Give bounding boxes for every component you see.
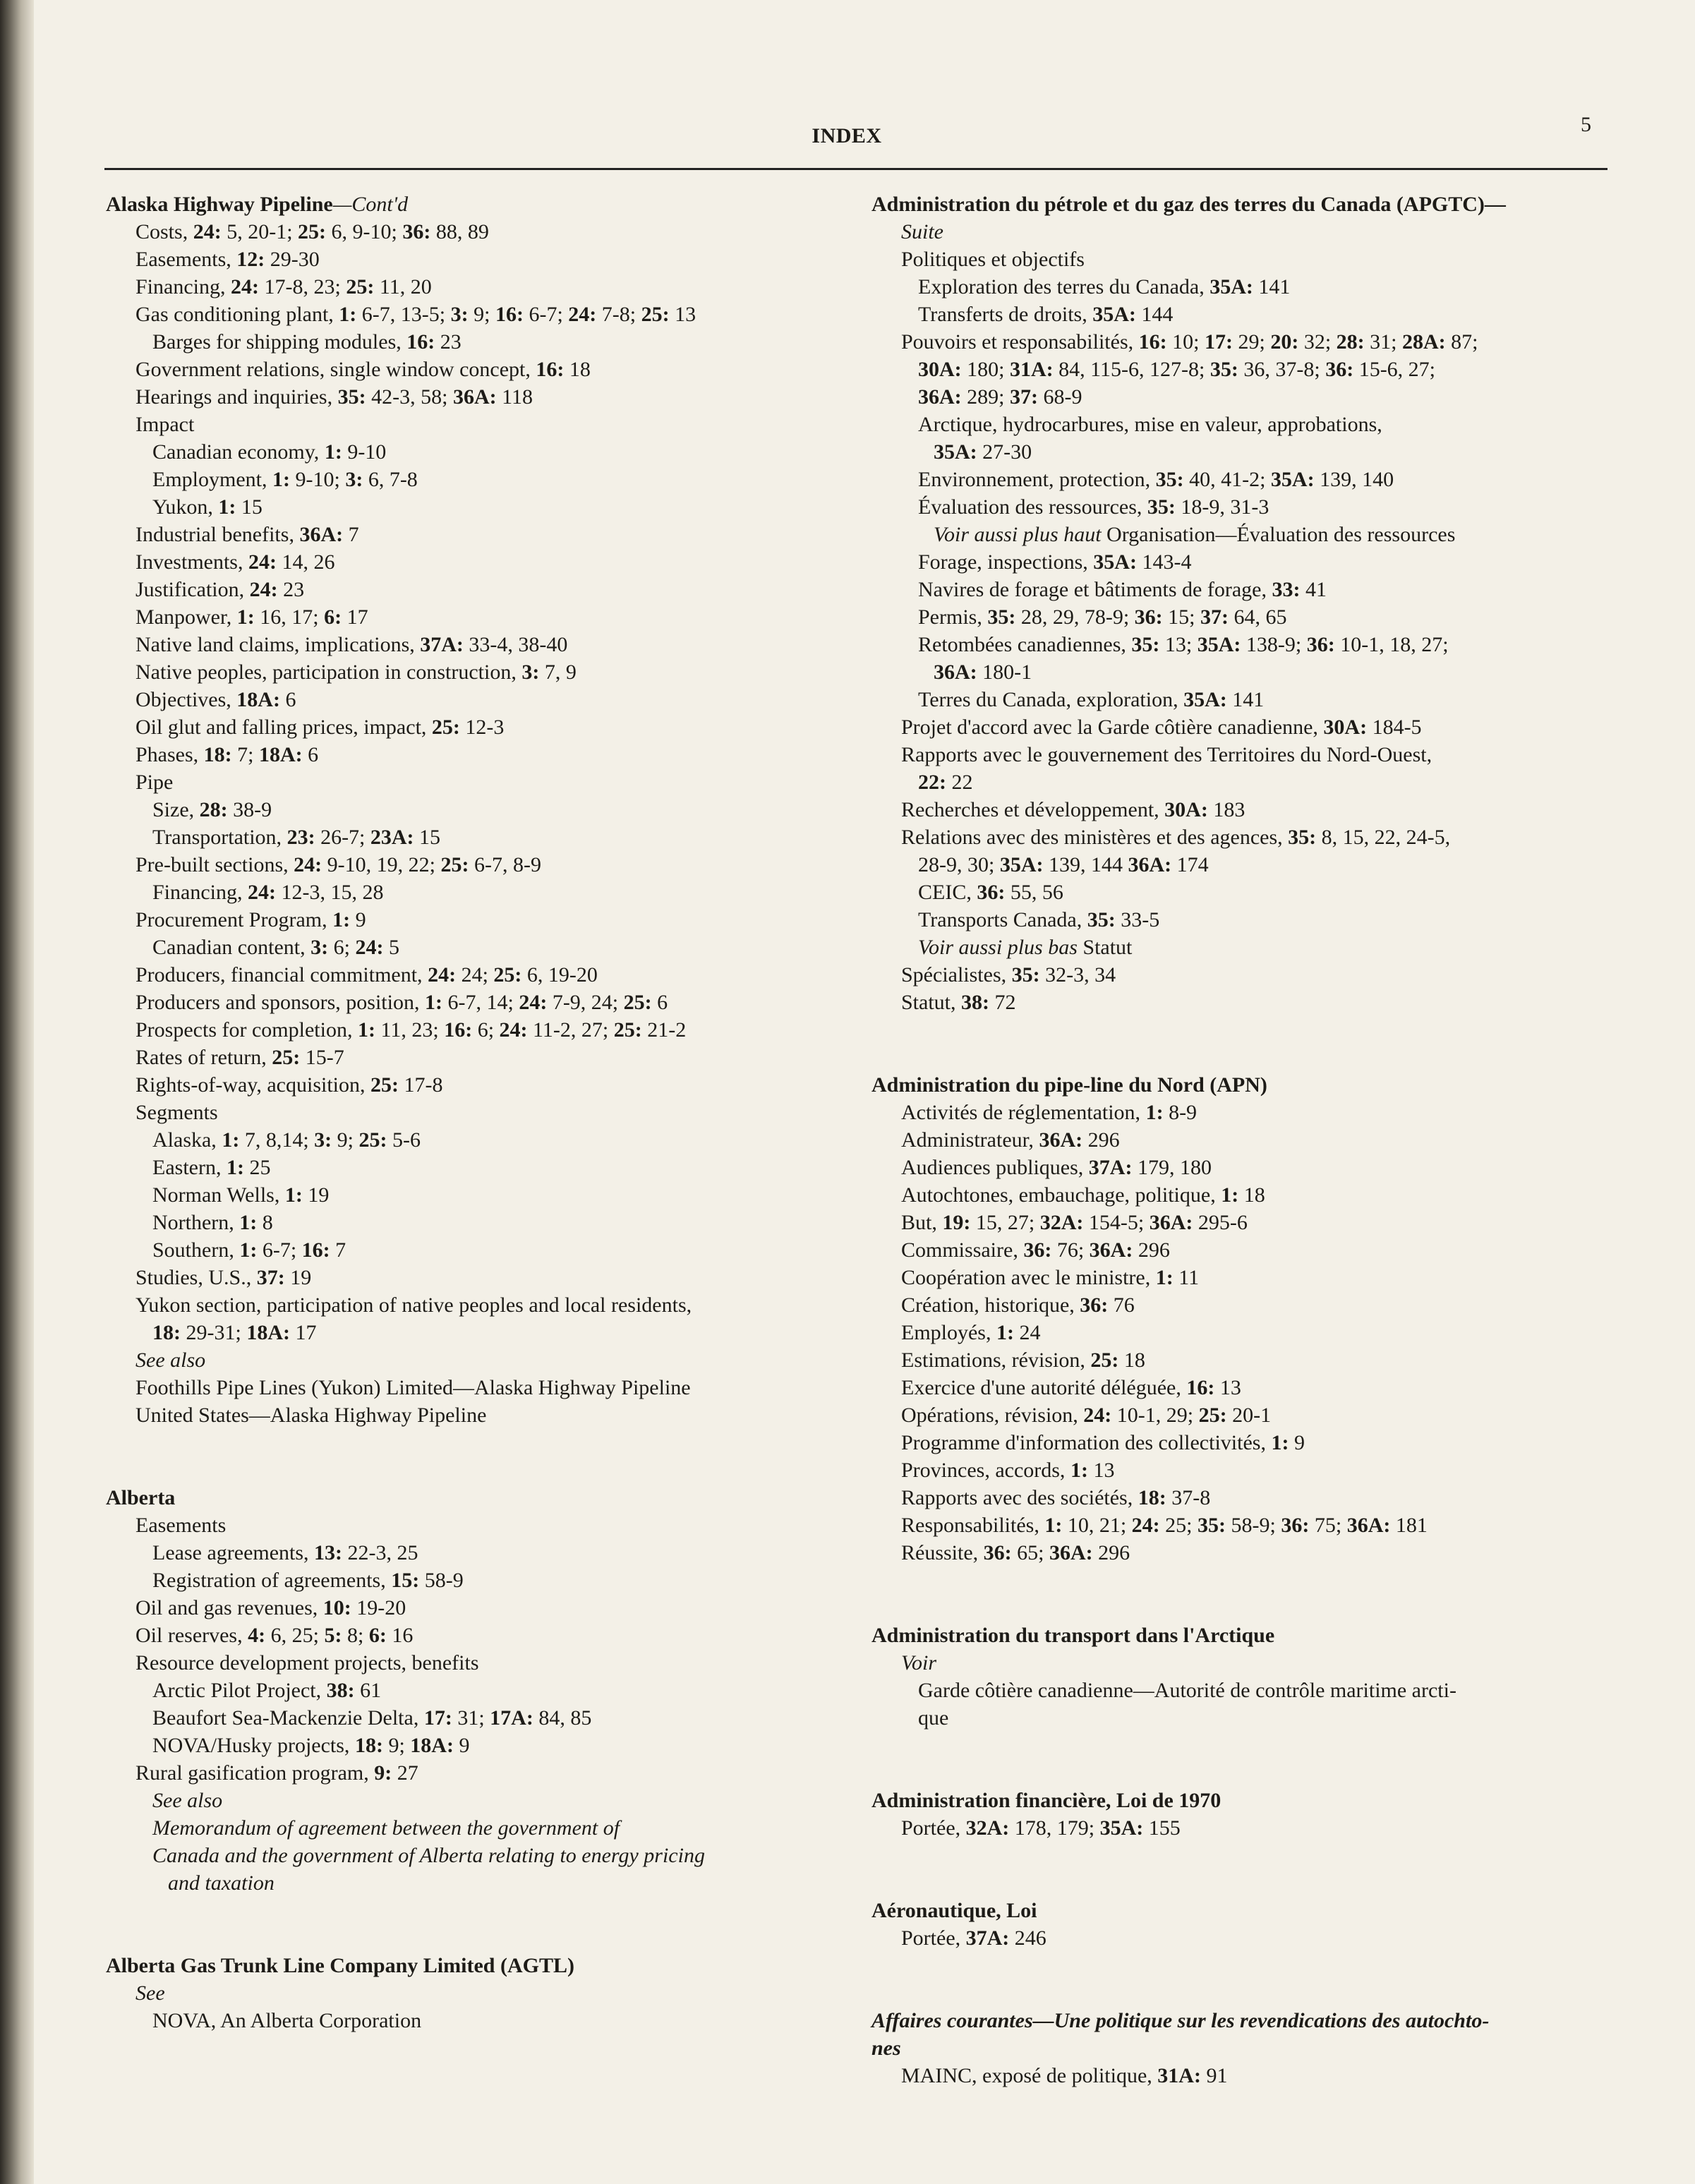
index-subentry: Lease agreements, 13: 22-3, 25 <box>152 1541 418 1564</box>
index-subentry: But, 19: 15, 27; 32A: 154-5; 36A: 295-6 <box>901 1211 1248 1234</box>
index-subentry: Pipe <box>135 771 174 794</box>
index-subentry: Eastern, 1: 25 <box>152 1156 271 1179</box>
index-subentry: Relations avec des ministères et des agences, 35: 8, 15, 22, 24-5, <box>901 826 1451 849</box>
index-subentry: Estimations, révision, 25: 18 <box>901 1349 1145 1372</box>
index-subentry: que <box>918 1706 949 1730</box>
index-subentry: Industrial benefits, 36A: 7 <box>135 523 359 546</box>
index-subentry: Programme d'information des collectivités, 1: 9 <box>901 1431 1305 1454</box>
index-subentry: Producers and sponsors, position, 1: 6-7, 14; 24: 7-9, 24; 25: 6 <box>135 991 668 1014</box>
index-entry-heading <box>106 1952 868 1979</box>
index-subentry: Impact <box>135 413 195 436</box>
index-subentry: Easements, 12: 29-30 <box>135 248 320 271</box>
index-subentry: Segments <box>135 1101 218 1124</box>
index-subentry: Oil reserves, 4: 6, 25; 5: 8; 6: 16 <box>135 1624 414 1647</box>
index-subentry: Pre-built sections, 24: 9-10, 19, 22; 25: 6-7, 8-9 <box>135 853 541 876</box>
index-entry-heading <box>871 1071 1630 1099</box>
index-subentry: Activités de réglementation, 1: 8-9 <box>901 1101 1198 1124</box>
index-subentry: Investments, 24: 14, 26 <box>135 550 335 574</box>
heading-continuation: —Cont'd <box>332 193 409 216</box>
index-subentry: Rural gasification program, 9: 27 <box>135 1761 418 1785</box>
index-subentry: Environnement, protection, 35: 40, 41-2; 35A: 139, 140 <box>918 468 1394 491</box>
index-subentry: See also <box>135 1349 206 1372</box>
index-subentry: Government relations, single window concept, 16: 18 <box>135 358 591 381</box>
index-entry-heading <box>871 191 1630 218</box>
index-subentry: Opérations, révision, 24: 10-1, 29; 25: 20-1 <box>901 1404 1272 1427</box>
index-subentry: Transferts de droits, 35A: 144 <box>918 303 1174 326</box>
index-subentry: Terres du Canada, exploration, 35A: 141 <box>918 688 1265 711</box>
page-title: INDEX <box>812 124 882 147</box>
index-entry <box>106 1484 868 1897</box>
index-subentry: Native land claims, implications, 37A: 33-4, 38-40 <box>135 633 568 656</box>
index-subentry: Pouvoirs et responsabilités, 16: 10; 17: 29; 20: 32; 28: 31; 28A: 87; <box>901 330 1478 354</box>
index-subentry: Création, historique, 36: 76 <box>901 1293 1135 1317</box>
index-subentry: Provinces, accords, 1: 13 <box>901 1459 1115 1482</box>
index-subentry: Phases, 18: 7; 18A: 6 <box>135 743 319 766</box>
index-column-left <box>106 191 868 2034</box>
index-entry-heading <box>871 1622 1630 1649</box>
heading-text: Alberta Gas Trunk Line Company Limited (AGTL) <box>106 1954 574 1977</box>
index-subentry: Easements <box>135 1514 227 1537</box>
index-subentry: Objectives, 18A: 6 <box>135 688 296 711</box>
index-subentry: Norman Wells, 1: 19 <box>152 1183 330 1207</box>
index-subentry: 36A: 180-1 <box>934 660 1032 684</box>
index-subentry: Oil glut and falling prices, impact, 25: 12-3 <box>135 716 505 739</box>
heading-text: Administration du transport dans l'Arctique <box>871 1624 1275 1647</box>
index-subentry: 18: 29-31; 18A: 17 <box>152 1321 317 1344</box>
index-subentry: NOVA, An Alberta Corporation <box>152 2009 422 2032</box>
index-entry <box>106 191 868 1429</box>
index-subentry: See also <box>152 1789 223 1812</box>
index-subentry: Gas conditioning plant, 1: 6-7, 13-5; 3: 9; 16: 6-7; 24: 7-8; 25: 13 <box>135 303 696 326</box>
index-subentry: Rights-of-way, acquisition, 25: 17-8 <box>135 1073 443 1097</box>
index-subentry: Barges for shipping modules, 16: 23 <box>152 330 462 354</box>
index-subentry: Costs, 24: 5, 20-1; 25: 6, 9-10; 36: 88, 89 <box>135 220 489 243</box>
index-subentry: Oil and gas revenues, 10: 19-20 <box>135 1596 406 1619</box>
index-subentry: Memorandum of agreement between the government of <box>152 1816 620 1840</box>
index-subentry: 22: 22 <box>918 771 973 794</box>
index-subentry: Yukon section, participation of native peoples and local residents, <box>135 1293 692 1317</box>
index-subentry: Portée, 37A: 246 <box>901 1926 1046 1950</box>
index-subentry: 35A: 27-30 <box>934 440 1032 464</box>
index-subentry: Registration of agreements, 15: 58-9 <box>152 1569 464 1592</box>
index-entry <box>871 1787 1630 1842</box>
index-subentry: United States—Alaska Highway Pipeline <box>135 1404 487 1427</box>
index-subentry: Northern, 1: 8 <box>152 1211 273 1234</box>
index-subentry: Prospects for completion, 1: 11, 23; 16: 6; 24: 11-2, 27; 25: 21-2 <box>135 1018 687 1042</box>
index-subentry: Coopération avec le ministre, 1: 11 <box>901 1266 1200 1289</box>
index-column-right <box>871 191 1630 2089</box>
index-subentry: NOVA/Husky projects, 18: 9; 18A: 9 <box>152 1734 470 1757</box>
index-subentry: Yukon, 1: 15 <box>152 495 263 519</box>
index-subentry: Employment, 1: 9-10; 3: 6, 7-8 <box>152 468 418 491</box>
index-subentry: Studies, U.S., 37: 19 <box>135 1266 312 1289</box>
index-subentry: 36A: 289; 37: 68-9 <box>918 385 1082 409</box>
index-subentry: Hearings and inquiries, 35: 42-3, 58; 36A: 118 <box>135 385 533 409</box>
heading-text: Affaires courantes—Une politique sur les revendications des autochto- <box>871 2009 1490 2032</box>
index-subentry: Canadian content, 3: 6; 24: 5 <box>152 936 399 959</box>
index-subentry: Recherches et développement, 30A: 183 <box>901 798 1245 821</box>
index-subentry: Spécialistes, 35: 32-3, 34 <box>901 963 1116 987</box>
index-subentry: Statut, 38: 72 <box>901 991 1016 1014</box>
index-subentry: Transportation, 23: 26-7; 23A: 15 <box>152 826 441 849</box>
index-subentry: CEIC, 36: 55, 56 <box>918 881 1063 904</box>
index-subentry: Voir aussi plus bas Statut <box>918 936 1133 959</box>
index-subentry: Réussite, 36: 65; 36A: 296 <box>901 1541 1130 1564</box>
index-subentry: Financing, 24: 17-8, 23; 25: 11, 20 <box>135 275 432 298</box>
index-subentry: Portée, 32A: 178, 179; 35A: 155 <box>901 1816 1181 1840</box>
index-entry <box>871 2007 1630 2089</box>
index-entry <box>106 1952 868 2034</box>
index-entry <box>871 1897 1630 1952</box>
page-number: 5 <box>1581 113 1591 136</box>
index-subentry: Rates of return, 25: 15-7 <box>135 1046 344 1069</box>
heading-text: Administration financière, Loi de 1970 <box>871 1789 1222 1812</box>
index-subentry: Exploration des terres du Canada, 35A: 141 <box>918 275 1291 298</box>
heading-text: Alaska Highway Pipeline <box>106 193 333 216</box>
index-subentry: Alaska, 1: 7, 8,14; 3: 9; 25: 5-6 <box>152 1128 421 1152</box>
index-subentry: Voir <box>901 1651 937 1675</box>
index-subentry: Manpower, 1: 16, 17; 6: 17 <box>135 605 368 629</box>
index-subentry: Voir aussi plus haut Organisation—Évaluation des ressources <box>934 523 1456 546</box>
index-entry-heading <box>106 191 868 218</box>
heading-text: Administration du pipe-line du Nord (APN) <box>871 1073 1267 1097</box>
index-subentry: Size, 28: 38-9 <box>152 798 272 821</box>
index-subentry: See <box>135 1981 165 2005</box>
index-subentry: Justification, 24: 23 <box>135 578 305 601</box>
index-subentry: Canadian economy, 1: 9-10 <box>152 440 387 464</box>
index-entry-heading <box>871 1787 1630 1814</box>
index-subentry: 30A: 180; 31A: 84, 115-6, 127-8; 35: 36, 37-8; 36: 15-6, 27; <box>918 358 1436 381</box>
index-subentry: Commissaire, 36: 76; 36A: 296 <box>901 1238 1170 1262</box>
index-subentry: Autochtones, embauchage, politique, 1: 18 <box>901 1183 1265 1207</box>
index-subentry: Administrateur, 36A: 296 <box>901 1128 1120 1152</box>
index-subentry: Arctic Pilot Project, 38: 61 <box>152 1679 382 1702</box>
index-entry-heading <box>106 1484 868 1512</box>
index-subentry: Suite <box>901 220 943 243</box>
heading-text: Aéronautique, Loi <box>871 1899 1037 1922</box>
index-subentry: nes <box>871 2037 901 2060</box>
index-subentry: Native peoples, participation in construction, 3: 7, 9 <box>135 660 577 684</box>
index-entry <box>871 1071 1630 1567</box>
index-subentry: Évaluation des ressources, 35: 18-9, 31-3 <box>918 495 1269 519</box>
index-entry <box>871 1622 1630 1732</box>
index-subentry: Beaufort Sea-Mackenzie Delta, 17: 31; 17A: 84, 85 <box>152 1706 592 1730</box>
index-subentry: Navires de forage et bâtiments de forage, 33: 41 <box>918 578 1327 601</box>
index-entry-heading <box>871 2007 1630 2034</box>
index-entry-heading <box>871 1897 1630 1924</box>
index-subentry: Rapports avec des sociétés, 18: 37-8 <box>901 1486 1211 1509</box>
index-subentry: Projet d'accord avec la Garde côtière canadienne, 30A: 184-5 <box>901 716 1422 739</box>
index-subentry: Garde côtière canadienne—Autorité de contrôle maritime arcti- <box>918 1679 1456 1702</box>
index-subentry: Arctique, hydrocarbures, mise en valeur, approbations, <box>918 413 1382 436</box>
index-subentry: Producers, financial commitment, 24: 24; 25: 6, 19-20 <box>135 963 598 987</box>
index-subentry: Transports Canada, 35: 33-5 <box>918 908 1160 931</box>
index-subentry: Exercice d'une autorité déléguée, 16: 13 <box>901 1376 1241 1399</box>
header-rule <box>104 168 1607 170</box>
heading-text: Alberta <box>106 1486 176 1509</box>
index-subentry: 28-9, 30; 35A: 139, 144 36A: 174 <box>918 853 1209 876</box>
index-subentry: Foothills Pipe Lines (Yukon) Limited—Alaska Highway Pipeline <box>135 1376 691 1399</box>
index-subentry: Rapports avec le gouvernement des Territoires du Nord-Ouest, <box>901 743 1432 766</box>
index-subentry: Forage, inspections, 35A: 143-4 <box>918 550 1192 574</box>
index-subentry: Resource development projects, benefits <box>135 1651 479 1675</box>
index-subentry: Responsabilités, 1: 10, 21; 24: 25; 35: 58-9; 36: 75; 36A: 181 <box>901 1514 1428 1537</box>
index-subentry: Retombées canadiennes, 35: 13; 35A: 138-9; 36: 10-1, 18, 27; <box>918 633 1449 656</box>
index-subentry: Politiques et objectifs <box>901 248 1085 271</box>
index-subentry: Financing, 24: 12-3, 15, 28 <box>152 881 384 904</box>
index-subentry: Procurement Program, 1: 9 <box>135 908 366 931</box>
index-subentry: and taxation <box>168 1871 275 1895</box>
index-subentry: Permis, 35: 28, 29, 78-9; 36: 15; 37: 64, 65 <box>918 605 1287 629</box>
index-subentry: Employés, 1: 24 <box>901 1321 1041 1344</box>
heading-text: Administration du pétrole et du gaz des terres du Canada (APGTC)— <box>871 193 1506 216</box>
index-subentry: Canada and the government of Alberta relating to energy pricing <box>152 1844 705 1867</box>
index-subentry: MAINC, exposé de politique, 31A: 91 <box>901 2064 1228 2087</box>
index-subentry: Southern, 1: 6-7; 16: 7 <box>152 1238 346 1262</box>
index-subentry: Audiences publiques, 37A: 179, 180 <box>901 1156 1212 1179</box>
index-entry <box>871 191 1630 1016</box>
